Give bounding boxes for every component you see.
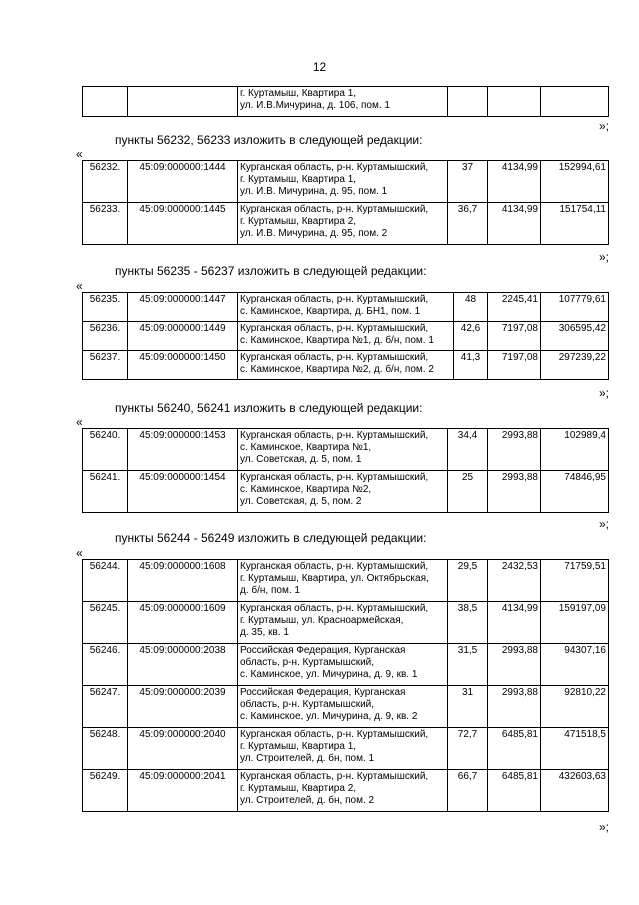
cell-cadastral: 45:09:000000:2038 (128, 644, 238, 686)
cell-num: 56247. (83, 686, 128, 728)
cell-total: 94307,16 (541, 644, 609, 686)
cell-total (541, 87, 609, 117)
cell-rate: 2993,88 (488, 644, 541, 686)
closing-quote: »; (598, 820, 609, 834)
cell-rate: 7197,08 (488, 351, 541, 380)
cell-total: 102989,4 (541, 429, 609, 471)
cell-address: Курганская область, р-н. Куртамышский, г. Куртамыш, ул. Красноармейская, д. 35, кв. 1 (238, 602, 448, 644)
cell-address: Курганская область, р-н. Куртамышский, г. Куртамыш, Квартира 1, ул. Строителей, д. бн, пом. 1 (238, 728, 448, 770)
cell-area: 66,7 (448, 770, 488, 812)
cell-total: 74846,95 (541, 471, 609, 513)
table-row (83, 471, 609, 513)
cell-cadastral: 45:09:000000:2039 (128, 686, 238, 728)
cell-area: 72,7 (448, 728, 488, 770)
opening-quote: « (76, 279, 83, 293)
table-row (83, 644, 609, 686)
cell-rate (488, 87, 541, 117)
cell-cadastral: 45:09:000000:1608 (128, 560, 238, 602)
section-table (82, 292, 609, 380)
cell-area: 48 (454, 293, 488, 322)
opening-quote: « (76, 546, 83, 560)
cell-cadastral: 45:09:000000:1453 (128, 429, 238, 471)
table-row (83, 686, 609, 728)
cell-address: Курганская область, р-н. Куртамышский, г. Куртамыш, Квартира, ул. Октябрьская, д. б/н, пом. 1 (238, 560, 448, 602)
cell-address: Курганская область, р-н. Куртамышский, с. Каминское, Квартира №2, ул. Советская, д. 5, пом. 2 (238, 471, 448, 513)
cell-cadastral: 45:09:000000:2040 (128, 728, 238, 770)
page-number: 12 (312, 60, 327, 74)
cell-area: 31 (448, 686, 488, 728)
cell-num: 56241. (83, 471, 128, 513)
cell-address: Курганская область, р-н. Куртамышский, с. Каминское, Квартира №1, ул. Советская, д. 5, пом. 1 (238, 429, 448, 471)
cell-rate: 4134,99 (488, 203, 541, 245)
cell-cadastral: 45:09:000000:1447 (128, 293, 238, 322)
cell-num: 56232. (83, 161, 128, 203)
cell-area: 41,3 (454, 351, 488, 380)
cell-rate: 4134,99 (488, 602, 541, 644)
cell-num: 56236. (83, 322, 128, 351)
cell-area: 38,5 (448, 602, 488, 644)
table-row (83, 87, 609, 117)
cell-address: г. Куртамыш, Квартира 1, ул. И.В.Мичурина, д. 106, пом. 1 (238, 87, 448, 117)
cell-cadastral: 45:09:000000:1450 (128, 351, 238, 380)
cell-total: 151754,11 (541, 203, 609, 245)
cell-rate: 7197,08 (488, 322, 541, 351)
table-row (83, 293, 609, 322)
section-table (82, 559, 609, 812)
table-row (83, 203, 609, 245)
section-table (82, 428, 609, 513)
cell-area (448, 87, 488, 117)
table-fragment-top (82, 86, 609, 117)
cell-rate: 2993,88 (488, 471, 541, 513)
cell-total: 297239,22 (541, 351, 609, 380)
cell-area: 36,7 (448, 203, 488, 245)
cell-address: Курганская область, р-н. Куртамышский, с. Каминское, Квартира №1, д. б/н, пом. 1 (238, 322, 454, 351)
cell-total: 152994,61 (541, 161, 609, 203)
cell-cadastral: 45:09:000000:1444 (128, 161, 238, 203)
cell-rate: 2245,41 (488, 293, 541, 322)
cell-address: Курганская область, р-н. Куртамышский, г. Куртамыш, Квартира 2, ул. И.В. Мичурина, д. 95, пом. 2 (238, 203, 448, 245)
table-row (83, 602, 609, 644)
cell-area: 31,5 (448, 644, 488, 686)
closing-quote: »; (598, 386, 609, 400)
cell-num: 56240. (83, 429, 128, 471)
cell-total: 92810,22 (541, 686, 609, 728)
cell-rate: 2432,53 (488, 560, 541, 602)
cell-cadastral (128, 87, 238, 117)
cell-rate: 2993,88 (488, 686, 541, 728)
cell-cadastral: 45:09:000000:1454 (128, 471, 238, 513)
section-heading: пункты 56240, 56241 изложить в следующей редакции: (115, 401, 423, 415)
cell-total: 107779,61 (541, 293, 609, 322)
cell-total: 71759,51 (541, 560, 609, 602)
section-heading: пункты 56232, 56233 изложить в следующей редакции: (115, 133, 423, 147)
cell-num: 56246. (83, 644, 128, 686)
section-table (82, 160, 609, 245)
cell-cadastral: 45:09:000000:1449 (128, 322, 238, 351)
cell-address: Курганская область, р-н. Куртамышский, с. Каминское, Квартира №2, д. б/н, пом. 2 (238, 351, 454, 380)
cell-cadastral: 45:09:000000:1445 (128, 203, 238, 245)
closing-quote: »; (598, 517, 609, 531)
table-row (83, 770, 609, 812)
cell-total: 306595,42 (541, 322, 609, 351)
cell-num: 56245. (83, 602, 128, 644)
section-heading: пункты 56244 - 56249 изложить в следующей редакции: (115, 531, 427, 545)
section-heading: пункты 56235 - 56237 изложить в следующей редакции: (115, 264, 427, 278)
cell-rate: 6485,81 (488, 728, 541, 770)
cell-area: 37 (448, 161, 488, 203)
cell-total: 432603,63 (541, 770, 609, 812)
cell-area: 29,5 (448, 560, 488, 602)
cell-num: 56235. (83, 293, 128, 322)
cell-area: 25 (448, 471, 488, 513)
cell-rate: 4134,99 (488, 161, 541, 203)
cell-address: Курганская область, р-н. Куртамышский, с. Каминское, Квартира, д. БН1, пом. 1 (238, 293, 454, 322)
cell-num (83, 87, 128, 117)
cell-rate: 6485,81 (488, 770, 541, 812)
table-row (83, 560, 609, 602)
cell-rate: 2993,88 (488, 429, 541, 471)
cell-total: 471518,5 (541, 728, 609, 770)
cell-cadastral: 45:09:000000:1609 (128, 602, 238, 644)
cell-cadastral: 45:09:000000:2041 (128, 770, 238, 812)
table-row (83, 728, 609, 770)
cell-num: 56249. (83, 770, 128, 812)
cell-total: 159197,09 (541, 602, 609, 644)
table-row (83, 429, 609, 471)
cell-address: Курганская область, р-н. Куртамышский, г. Куртамыш, Квартира 2, ул. Строителей, д. бн, пом. 2 (238, 770, 448, 812)
cell-address: Российская Федерация, Курганская область, р-н. Куртамышский, с. Каминское, ул. Мичурина, д. 9, кв. 1 (238, 644, 448, 686)
cell-num: 56233. (83, 203, 128, 245)
closing-quote: »; (598, 250, 609, 264)
table-row (83, 161, 609, 203)
cell-num: 56244. (83, 560, 128, 602)
cell-num: 56237. (83, 351, 128, 380)
cell-area: 34,4 (448, 429, 488, 471)
cell-num: 56248. (83, 728, 128, 770)
cell-area: 42,6 (454, 322, 488, 351)
opening-quote: « (76, 147, 83, 161)
cell-address: Российская Федерация, Курганская область, р-н. Куртамышский, с. Каминское, ул. Мичурина, д. 9, кв. 2 (238, 686, 448, 728)
opening-quote: « (76, 415, 83, 429)
cell-address: Курганская область, р-н. Куртамышский, г. Куртамыш, Квартира 1, ул. И.В. Мичурина, д. 95, пом. 1 (238, 161, 448, 203)
table-row (83, 322, 609, 351)
table-row (83, 351, 609, 380)
closing-quote: »; (598, 119, 609, 133)
